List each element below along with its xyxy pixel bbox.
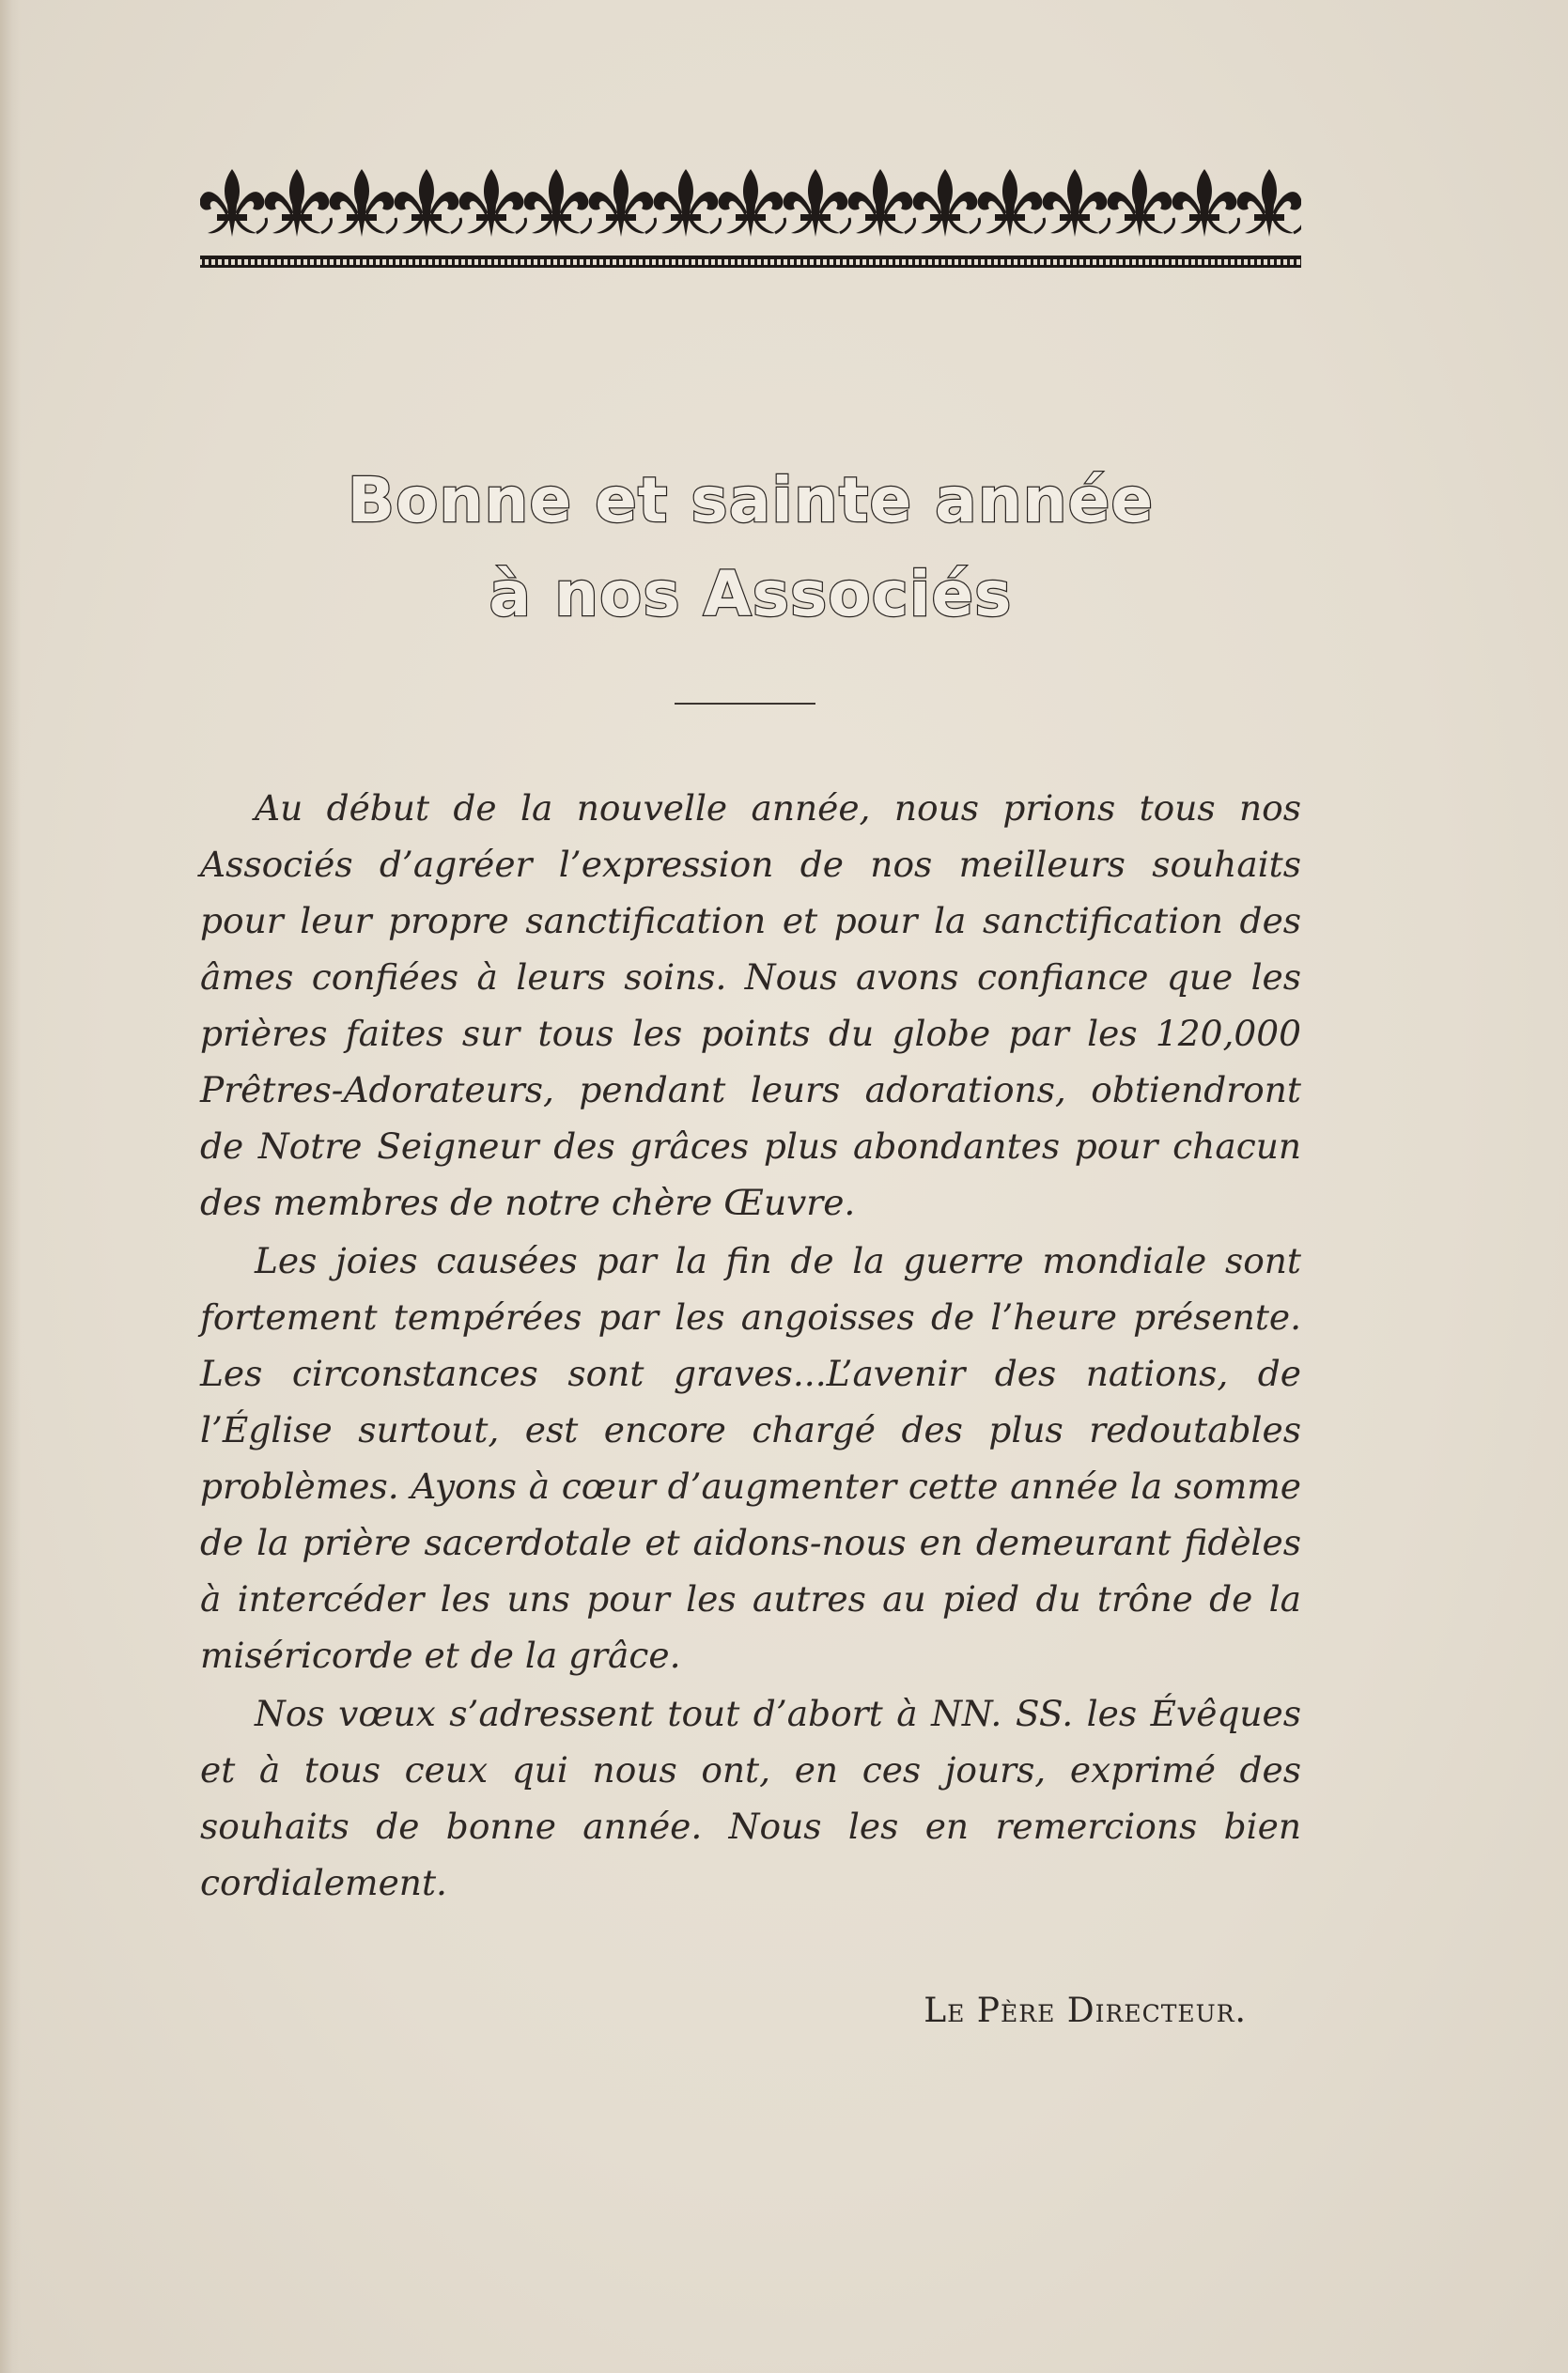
fleur-de-lis-icon [719,169,785,237]
fleur-de-lis-icon [654,169,721,237]
fleur-de-lis-icon [459,169,526,237]
fleur-de-lis-icon [1237,169,1301,237]
fleur-de-lis-border [200,158,1301,272]
paragraph: Nos vœux s’adressent tout d’abort à NN. SS. les Évêques et à tous ceux qui nous ont, en ces jours, exprimé des souhaits de bonne année. Nous les en remercions bien cordialement. [200,1693,1301,1903]
article-title-line-2: à nos Associés [489,558,1013,630]
fleur-de-lis-icon [978,169,1045,237]
fleur-de-lis-icon [1043,169,1110,237]
fleur-de-lis-icon [395,169,461,237]
page-gutter [0,0,21,2373]
article-title-line-1: Bonne et sainte année [347,464,1155,536]
fleur-de-lis-icon [589,169,656,237]
fleur-de-lis-icon [913,169,980,237]
signature: Le Père Directeur. [924,1992,1247,2030]
paragraph: Les joies causées par la fin de la guerre mondiale sont fortement tempérées par les angoisses de l’heure présente. Les circonstances sont graves...L’avenir des nations, de l’Église surtout, est encore chargé des plus redoutables problèmes. Ayons à cœur d’augmenter cette année la somme de la prière sacerdotale et aidons-nous en demeurant fidèles à intercéder les uns pour les autres au pied du trône de la miséricorde et de la grâce. [200,1240,1301,1676]
fleur-de-lis-icon [848,169,915,237]
fleur-de-lis-icon [200,169,267,237]
title-divider [675,703,815,705]
fleur-de-lis-icon [1108,169,1174,237]
fleur-de-lis-icon [1172,169,1239,237]
fleur-de-lis-icon [265,169,332,237]
fleur-de-lis-icon [330,169,396,237]
fleur-de-lis-icon [524,169,591,237]
paragraph: Au début de la nouvelle année, nous prions tous nos Associés d’agréer l’expression de nos meilleurs souhaits pour leur propre sanctification et pour la sanctification des âmes confiées à leurs soins. Nous avons confiance que les prières faites sur tous les points du globe par les 120,000 Prêtres-Adorateurs, pendant leurs adorations, obtiendront de Notre Seigneur des grâces plus abondantes pour chacun des membres de notre chère Œuvre. [200,787,1301,1223]
fleur-de-lis-icon [784,169,850,237]
article-body [200,780,1301,1911]
